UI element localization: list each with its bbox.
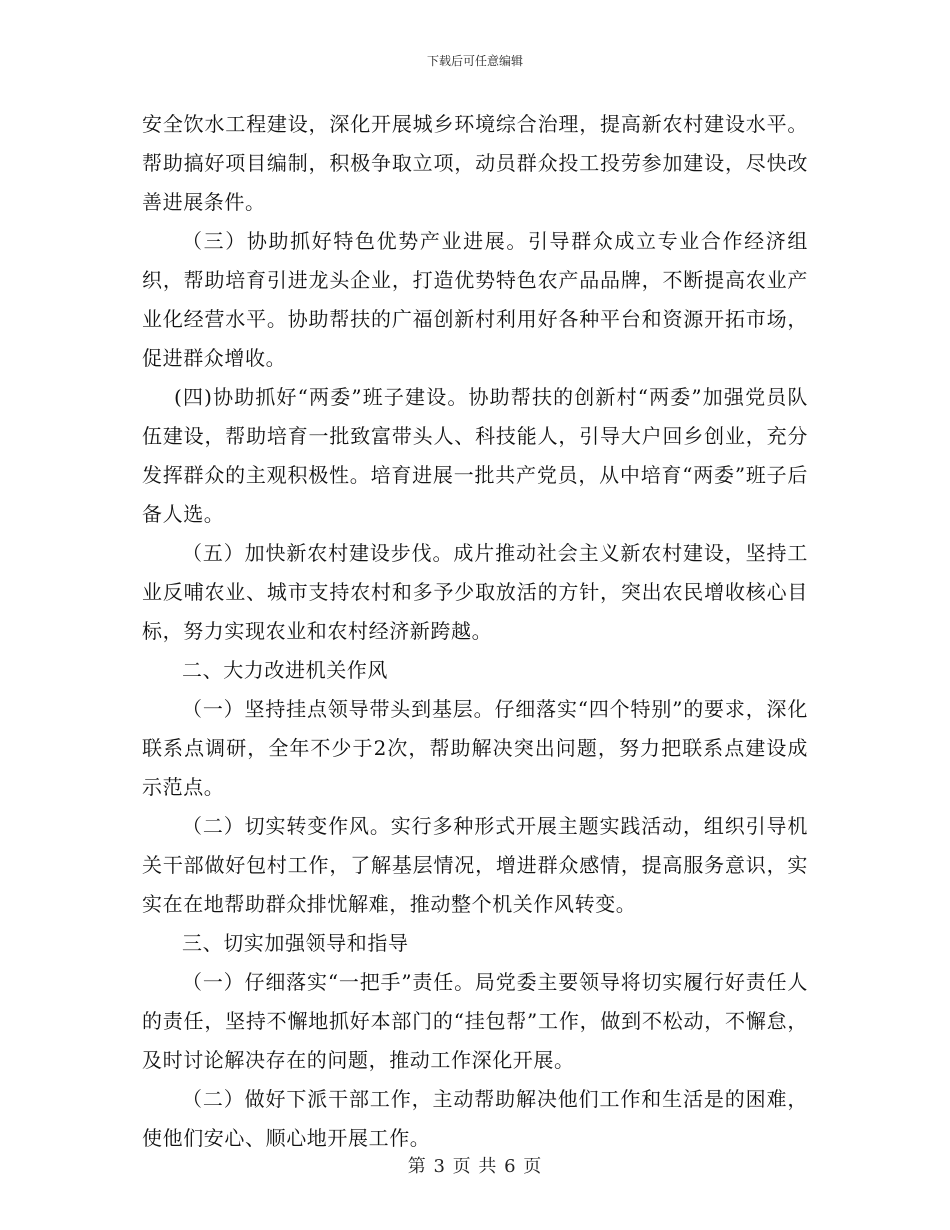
page-header: 下载后可任意编辑 — [426, 54, 523, 68]
page-footer: 第 3 页 共 6 页 — [407, 1156, 543, 1177]
paragraph-section-2-item-2: （二）切实转变作风。实行多种形式开展主题实践活动，组织引导机关干部做好包村工作，了解基层情况，增进群众感情，提高服务意识，实实在在地帮助群众排忧解难，推动整个机关作风转变。 — [142, 814, 808, 916]
paragraph-item-4: (四)协助抓好“两委”班子建设。协助帮扶的创新村“两委”加强党员队伍建设，帮助培育一批致富带头人、科技能人，引导大户回乡创业，充分发挥群众的主观积极性。培育进展一批共产党员，从中培育“两委”班子后备人选。 — [142, 385, 808, 526]
paragraph-item-5: （五）加快新农村建设步伐。成片推动社会主义新农村建设，坚持工业反哺农业、城市支持农村和多予少取放活的方针，突出农民增收核心目标，努力实现农业和农村经济新跨越。 — [142, 541, 808, 643]
paragraph-item-3: （三）协助抓好特色优势产业进展。引导群众成立专业合作经济组织，帮助培育引进龙头企业，打造优势特色农产品品牌，不断提高农业产业化经营水平。协助帮扶的广福创新村利用好各种平台和资源开拓市场，促进群众增收。 — [142, 229, 808, 370]
section-heading-2: 二、大力改进机关作风 — [182, 658, 388, 682]
paragraph-section-3-item-2: （二）做好下派干部工作，主动帮助解决他们工作和生活是的困难，使他们安心、顺心地开展工作。 — [142, 1087, 808, 1150]
section-heading-3: 三、切实加强领导和指导 — [182, 931, 409, 955]
paragraph-continuation: 安全饮水工程建设，深化开展城乡环境综合治理，提高新农村建设水平。帮助搞好项目编制，积极争取立项，动员群众投工投劳参加建设，尽快改善进展条件。 — [142, 112, 808, 214]
paragraph-section-2-item-1: （一）坚持挂点领导带头到基层。仔细落实“四个特别”的要求，深化联系点调研，全年不少于2次，帮助解决突出问题，努力把联系点建设成示范点。 — [142, 697, 808, 799]
document-body — [142, 105, 808, 1158]
paragraph-section-3-item-1: （一）仔细落实“一把手”责任。局党委主要领导将切实履行好责任人的责任，坚持不懈地抓好本部门的“挂包帮”工作，做到不松动，不懈怠，及时讨论解决存在的问题，推动工作深化开展。 — [142, 970, 808, 1072]
